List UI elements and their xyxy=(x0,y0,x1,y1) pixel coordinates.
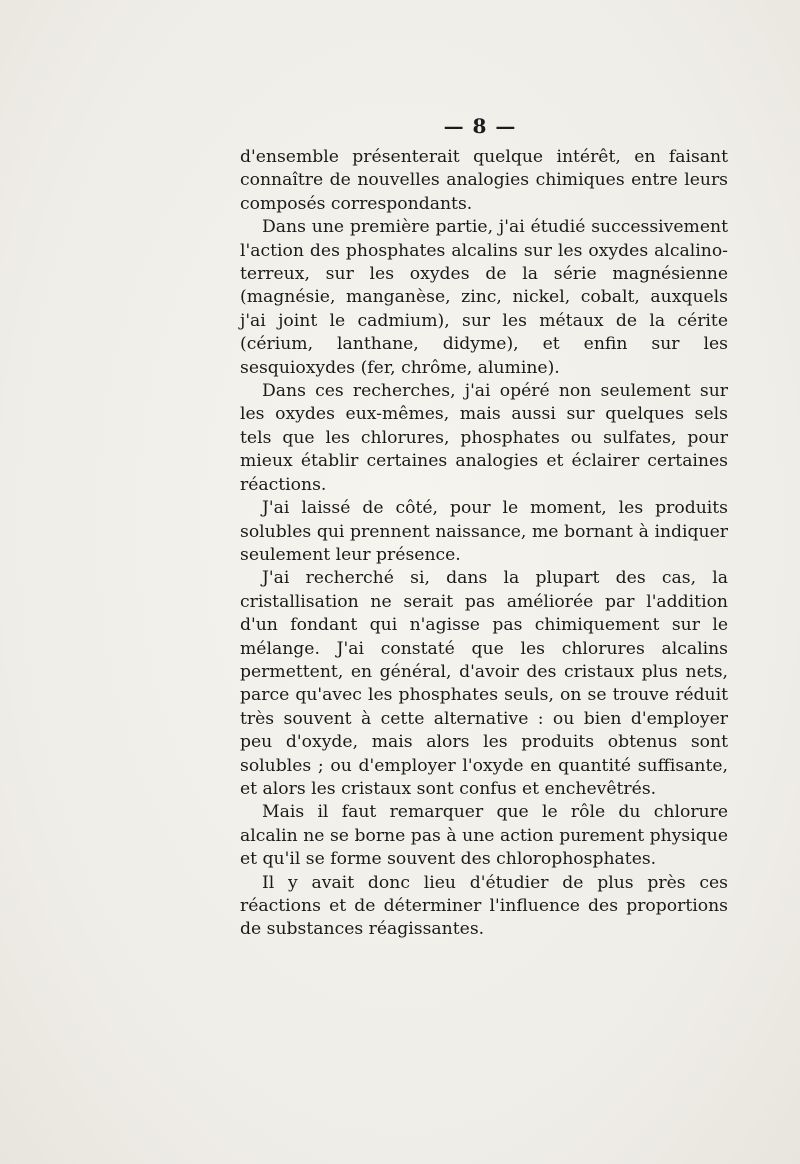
paragraph-7: Il y avait donc lieu d'étudier de plus près ces réactions et de déterminer l'influence des proportions de substances réagissantes. xyxy=(240,872,728,940)
paragraph-4: J'ai laissé de côté, pour le moment, les produits solubles qui prennent naissance, me bornant à indiquer seulement leur présence. xyxy=(240,498,728,565)
paragraph-5: J'ai recherché si, dans la plupart des cas, la cristallisation ne serait pas améliorée par l'addition d'un fondant qui n'agisse pas chimiquement sur le mélange. J'ai constaté que les chlorures alcalins permettent, en général, d'avoir des cristaux plus nets, parce qu'avec les phosphates seuls, on se trouve réduit très souvent à cette alternative : ou bien d'employer peu d'oxyde, mais alors les produits obtenus sont solubles ; ou d'employer l'oxyde en quantité suffisante, et alors les cristaux sont confus et enchevêtrés. xyxy=(240,568,728,799)
paragraph-6: Mais il faut remarquer que le rôle du chlorure alcalin ne se borne pas à une action purement physique et qu'il se forme souvent des chlorophosphates. xyxy=(240,802,728,870)
paragraph-1: d'ensemble présenterait quelque intérêt, en faisant connaître de nouvelles analogies chimiques entre leurs composés correspondants. xyxy=(240,147,728,214)
body-text xyxy=(240,146,728,942)
paragraph-3: Dans ces recherches, j'ai opéré non seulement sur les oxydes eux-mêmes, mais aussi sur quelques sels tels que les chlorures, phosphates ou sulfates, pour mieux établir certaines analogies et éclairer certaines réactions. xyxy=(240,381,728,495)
paragraph-2: Dans une première partie, j'ai étudié successivement l'action des phosphates alcalins sur les oxydes alcalino-terreux, sur les oxydes de la série magnésienne (magnésie, manganèse, zinc, nickel, cobalt, auxquels j'ai joint le cadmium), sur les métaux de la cérite (cérium, lanthane, didyme), et enfin sur les sesquioxydes (fer, chrôme, alumine). xyxy=(240,217,728,378)
page-number: — 8 — xyxy=(443,114,517,138)
